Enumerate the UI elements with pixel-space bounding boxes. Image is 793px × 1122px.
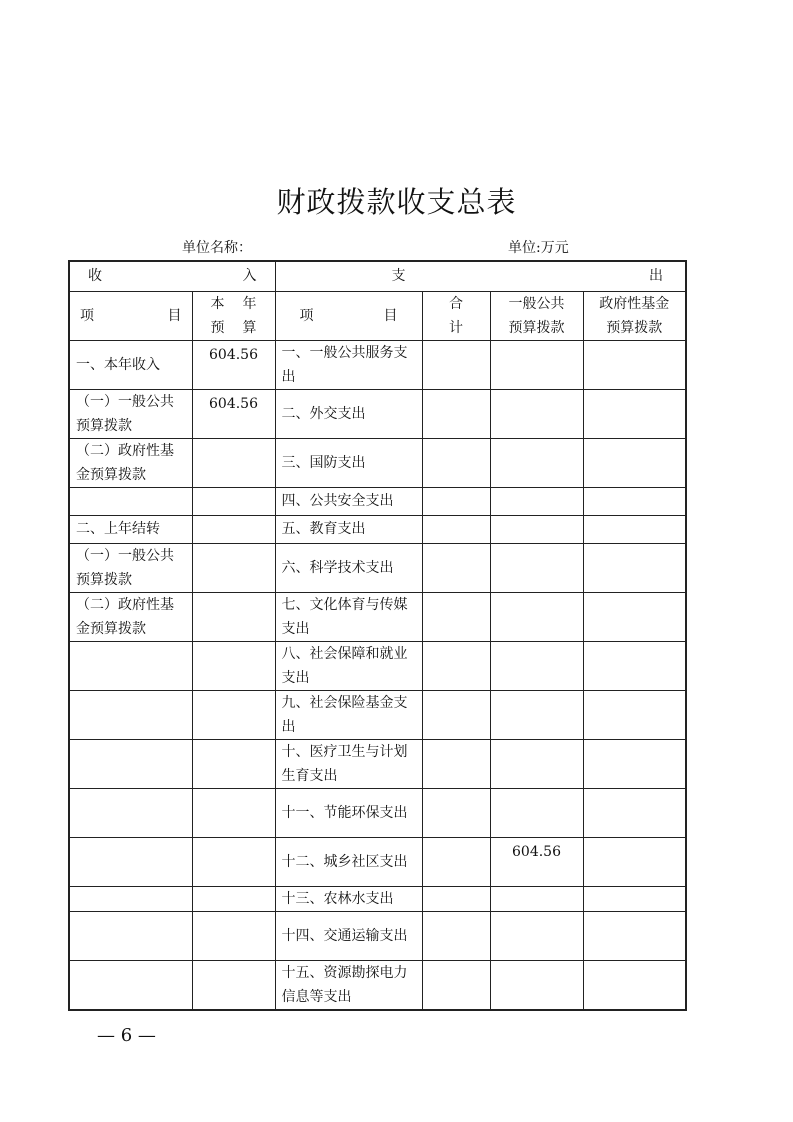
fund-budget-header: [583, 291, 686, 340]
general-budget-cell: [490, 389, 583, 438]
income-item-cell: [69, 886, 192, 911]
income-budget-cell: 604.56: [192, 389, 275, 438]
expense-item-header: [275, 291, 422, 340]
expense-item-cell: 十五、资源勘探电力信息等支出: [275, 960, 422, 1010]
item-right-char-2: 目: [383, 307, 398, 324]
fund-line-2: 预算拨款: [606, 319, 663, 336]
unit-money-label: 单位:万元: [508, 240, 569, 256]
general-budget-cell: [490, 543, 583, 592]
general-budget-cell: [490, 690, 583, 739]
fund-budget-cell: [583, 837, 686, 886]
general-budget-cell: [490, 911, 583, 960]
table-row: [69, 641, 686, 690]
general-budget-cell: [490, 438, 583, 487]
total-cell: [422, 788, 490, 837]
expense-item-cell: 一、一般公共服务支出: [275, 340, 422, 389]
income-item-cell: [69, 960, 192, 1010]
general-budget-cell: [490, 739, 583, 788]
income-item-header: [69, 291, 192, 340]
table-row: [69, 340, 686, 389]
income-budget-cell: [192, 641, 275, 690]
unit-name-label: 单位名称：: [182, 240, 252, 256]
table-row: [69, 438, 686, 487]
expense-item-cell: 三、国防支出: [275, 438, 422, 487]
total-cell: [422, 487, 490, 515]
income-item-cell: 二、上年结转: [69, 515, 192, 543]
income-item-cell: （一）一般公共预算拨款: [69, 389, 192, 438]
total-char-2: 计: [449, 319, 463, 336]
table-row: [69, 389, 686, 438]
total-cell: [422, 886, 490, 911]
income-item-cell: [69, 690, 192, 739]
income-budget-cell: [192, 886, 275, 911]
expense-item-cell: 八、社会保障和就业支出: [275, 641, 422, 690]
total-cell: [422, 515, 490, 543]
general-budget-header: [490, 291, 583, 340]
item-left-char-1: 项: [80, 307, 94, 324]
fund-budget-cell: [583, 641, 686, 690]
expense-header-char-2: 出: [649, 268, 663, 285]
income-budget-cell: [192, 739, 275, 788]
fund-budget-cell: [583, 515, 686, 543]
budget-table: [68, 260, 687, 1011]
expense-item-cell: 六、科学技术支出: [275, 543, 422, 592]
income-item-cell: （二）政府性基金预算拨款: [69, 438, 192, 487]
total-header: [422, 291, 490, 340]
total-cell: [422, 960, 490, 1010]
general-budget-cell: [490, 788, 583, 837]
budget-char-1: 本: [210, 295, 225, 312]
fund-budget-cell: [583, 389, 686, 438]
general-budget-cell: [490, 960, 583, 1010]
general-budget-cell: [490, 592, 583, 641]
fund-budget-cell: [583, 960, 686, 1010]
total-cell: [422, 340, 490, 389]
income-budget-cell: [192, 438, 275, 487]
expense-item-cell: 四、公共安全支出: [275, 487, 422, 515]
table-row: [69, 592, 686, 641]
expense-item-cell: 二、外交支出: [275, 389, 422, 438]
income-item-cell: （二）政府性基金预算拨款: [69, 592, 192, 641]
fund-budget-cell: [583, 886, 686, 911]
general-line-2: 预算拨款: [508, 319, 565, 336]
general-budget-cell: [490, 515, 583, 543]
expense-item-cell: 十、医疗卫生与计划生育支出: [275, 739, 422, 788]
expense-item-cell: 五、教育支出: [275, 515, 422, 543]
fund-line-1: 政府性基金: [599, 295, 670, 312]
total-cell: [422, 438, 490, 487]
income-budget-cell: [192, 960, 275, 1010]
income-header-char-1: 收: [88, 268, 102, 285]
income-budget-cell: [192, 543, 275, 592]
expense-item-cell: 十三、农林水支出: [275, 886, 422, 911]
table-row: [69, 911, 686, 960]
general-budget-cell: [490, 641, 583, 690]
table-row: [69, 487, 686, 515]
table-row: [69, 739, 686, 788]
item-right-char-1: 项: [299, 307, 314, 324]
table-row: [69, 837, 686, 886]
income-item-cell: [69, 739, 192, 788]
expense-header: [275, 261, 686, 291]
total-cell: [422, 543, 490, 592]
budget-char-2: 年: [242, 295, 257, 312]
expense-header-char-1: 支: [391, 268, 406, 285]
page-number: — 6 —: [97, 1025, 156, 1046]
expense-item-cell: 十二、城乡社区支出: [275, 837, 422, 886]
income-budget-cell: [192, 690, 275, 739]
income-header: [69, 261, 275, 291]
total-char-1: 合: [449, 295, 463, 312]
income-item-cell: [69, 911, 192, 960]
income-budget-cell: 604.56: [192, 340, 275, 389]
general-budget-cell: [490, 340, 583, 389]
income-budget-cell: [192, 515, 275, 543]
budget-char-3: 预: [210, 319, 225, 336]
expense-item-cell: 九、社会保险基金支出: [275, 690, 422, 739]
fund-budget-cell: [583, 487, 686, 515]
total-cell: [422, 641, 490, 690]
total-cell: [422, 911, 490, 960]
page-title: 财政拨款收支总表: [276, 185, 517, 219]
table-row: [69, 886, 686, 911]
header-row-1: [69, 261, 686, 291]
fund-budget-cell: [583, 592, 686, 641]
income-item-cell: [69, 487, 192, 515]
income-item-cell: [69, 788, 192, 837]
general-line-1: 一般公共: [508, 295, 565, 312]
table-row: [69, 515, 686, 543]
income-item-cell: （一）一般公共预算拨款: [69, 543, 192, 592]
fund-budget-cell: [583, 690, 686, 739]
income-item-cell: [69, 641, 192, 690]
budget-header: [192, 291, 275, 340]
income-item-cell: 一、本年收入: [69, 340, 192, 389]
fund-budget-cell: [583, 543, 686, 592]
expense-item-cell: 十四、交通运输支出: [275, 911, 422, 960]
table-body: [69, 340, 686, 1010]
fund-budget-cell: [583, 438, 686, 487]
table-row: [69, 788, 686, 837]
fund-budget-cell: [583, 911, 686, 960]
fund-budget-cell: [583, 340, 686, 389]
income-header-char-2: 入: [242, 268, 257, 285]
total-cell: [422, 592, 490, 641]
income-item-cell: [69, 837, 192, 886]
expense-item-cell: 十一、节能环保支出: [275, 788, 422, 837]
income-budget-cell: [192, 788, 275, 837]
expense-item-cell: 七、文化体育与传媒支出: [275, 592, 422, 641]
general-budget-cell: [490, 487, 583, 515]
income-budget-cell: [192, 837, 275, 886]
general-budget-cell: [490, 886, 583, 911]
total-cell: [422, 739, 490, 788]
header-row-2: [69, 291, 686, 340]
income-budget-cell: [192, 487, 275, 515]
fund-budget-cell: [583, 739, 686, 788]
income-budget-cell: [192, 911, 275, 960]
income-budget-cell: [192, 592, 275, 641]
budget-char-4: 算: [242, 319, 257, 336]
table-row: [69, 960, 686, 1010]
total-cell: [422, 690, 490, 739]
general-budget-cell: 604.56: [490, 837, 583, 886]
table-row: [69, 543, 686, 592]
fund-budget-cell: [583, 788, 686, 837]
total-cell: [422, 389, 490, 438]
item-left-char-2: 目: [167, 307, 182, 324]
total-cell: [422, 837, 490, 886]
table-row: [69, 690, 686, 739]
